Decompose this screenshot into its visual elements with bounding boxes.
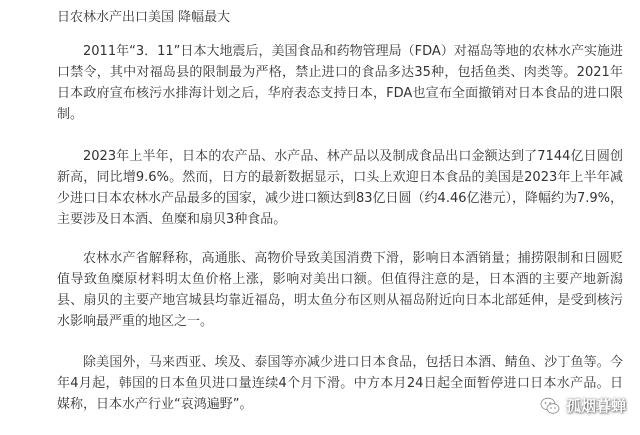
paragraph-4: 除美国外，马来西亚、埃及、泰国等亦减少进口日本食品，包括日本酒、鲭鱼、沙丁鱼等。今年4月起，韩国的日本鱼贝进口量连续4个月下滑。中方本月24日起全面暂停进口日本水产品。日媒称，日本水产行业“哀鸿遍野”。 [57,355,623,412]
paragraph-1: 2011年“3．11”日本大地震后，美国食品和药物管理局（FDA）对福岛等地的农林水产实施进口禁令，其中对福岛县的限制最为严格，禁止进口的食品多达35种，包括鱼类、肉类等。2021年日本政府宣布核污水排海计划之后，华府表态支持日本，FDA也宣布全面撤销对日本食品的进口限制。 [57,44,623,122]
wechat-icon [540,396,560,416]
paragraph-2: 2023年上半年，日本的农产品、水产品、林产品以及制成食品出口金额达到了7144亿日圆创新高，同比增9.6%。然而，日方的最新数据显示，口头上欢迎日本食品的美国是2023年上半年减少进口日本农林水产品最多的国家，减少进口额达到83亿日圆（约4.46亿港元），降幅约为7.9%，主要涉及日本酒、鱼糜和扇贝3种食品。 [57,149,624,227]
paragraph-3: 农林水产省解释称，高通胀、高物价导致美国消费下滑，影响日本酒销量；捕捞限制和日圆贬值导致鱼糜原材料明太鱼价格上涨，影响对美出口额。但值得注意的是，日本酒的主要产地新潟县、扇贝的主要产地宫城县均靠近福岛，明太鱼分布区则从福岛附近向日本北部延伸，是受到核污水影响最严重的地区之一。 [57,251,623,329]
article-title: 日农林水产出口美国 降幅最大 [57,10,231,25]
watermark-text: 孤烟暮蝉 [565,397,626,415]
watermark [540,395,626,416]
